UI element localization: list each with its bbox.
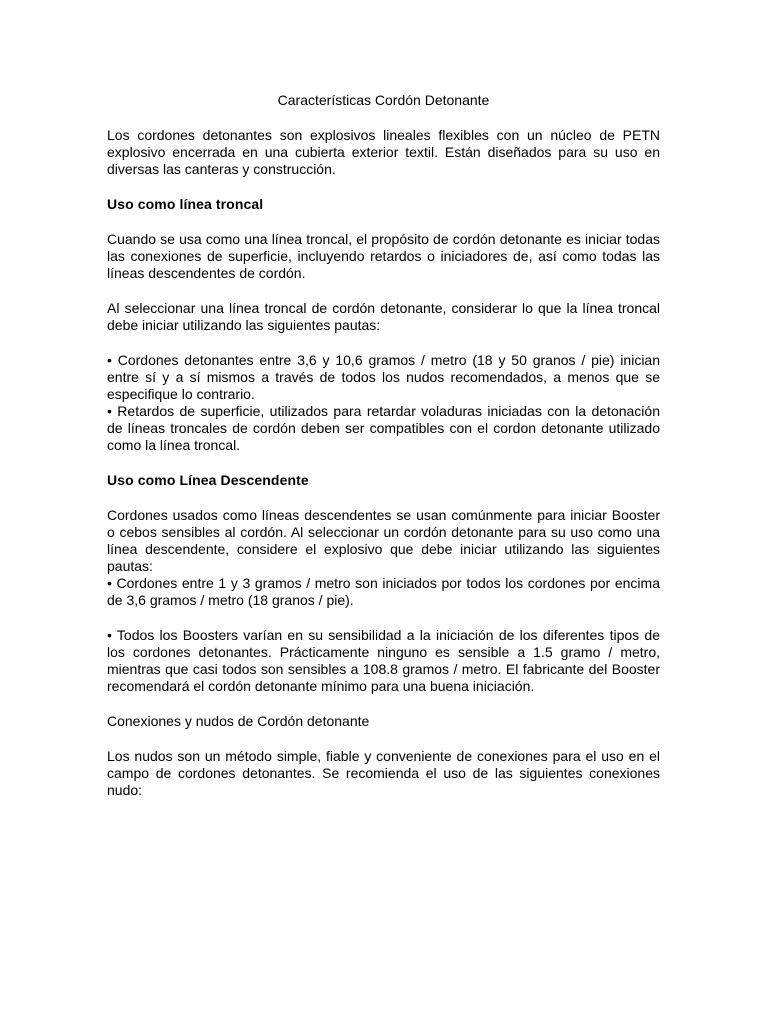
troncal-paragraph-2: Al seleccionar una línea troncal de cordón detonante, considerar lo que la línea troncal debe iniciar utilizando las siguientes pautas: [107,300,660,333]
descendente-paragraph-1: Cordones usados como líneas descendentes se usan comúnmente para iniciar Booster o cebos sensibles al cordón. Al seleccionar un cordón detonante para su uso como una línea descendente, considere el explosivo que debe iniciar utilizando las siguientes pautas: [107,507,660,574]
document-title: Características Cordón Detonante [277,92,490,108]
descendente-bullet-2: • Todos los Boosters varían en su sensibilidad a la iniciación de los diferentes tipos de los cordones detonantes. Prácticamente ninguno es sensible a 1.5 gramo / metro, mientras que casi todos son sensibles a 108.8 gramos / metro. El fabricante del Booster recomendará el cordón detonante mínimo para una buena iniciación. [107,627,660,694]
section-heading-descendente: Uso como Línea Descendente [107,472,309,488]
spacer [107,454,660,472]
conexiones-paragraph-1: Los nudos son un método simple, fiable y conveniente de conexiones para el uso en el campo de cordones detonantes. Se recomienda el uso de las siguientes conexiones nudo: [107,748,660,798]
descendente-bullet-1: • Cordones entre 1 y 3 gramos / metro son iniciados por todos los cordones por encima de 3,6 gramos / metro (18 granos / pie). [107,575,660,608]
spacer [107,213,660,231]
spacer [107,609,660,627]
spacer [107,489,660,507]
troncal-paragraph-1: Cuando se usa como una línea troncal, el propósito de cordón detonante es iniciar todas las conexiones de superficie, incluyendo retardos o iniciadores de, así como todas las líneas descendentes de cordón. [107,231,660,281]
spacer [107,282,660,300]
spacer [107,730,660,748]
intro-paragraph: Los cordones detonantes son explosivos lineales flexibles con un núcleo de PETN explosivo encerrada en una cubierta exterior textil. Están diseñados para su uso en diversas las canteras y construcción. [107,127,660,177]
spacer [107,178,660,196]
section-heading-conexiones: Conexiones y nudos de Cordón detonante [107,713,370,729]
spacer [107,334,660,352]
spacer [107,695,660,713]
section-heading-troncal: Uso como línea troncal [107,196,264,212]
troncal-bullet-2: • Retardos de superficie, utilizados para retardar voladuras iniciadas con la detonación de líneas troncales de cordón deben ser compatibles con el cordon detonante utilizado como la línea troncal. [107,403,660,453]
troncal-bullet-1: • Cordones detonantes entre 3,6 y 10,6 gramos / metro (18 y 50 granos / pie) inician entre sí y a sí mismos a través de todos los nudos recomendados, a menos que se especifique lo contrario. [107,352,660,402]
